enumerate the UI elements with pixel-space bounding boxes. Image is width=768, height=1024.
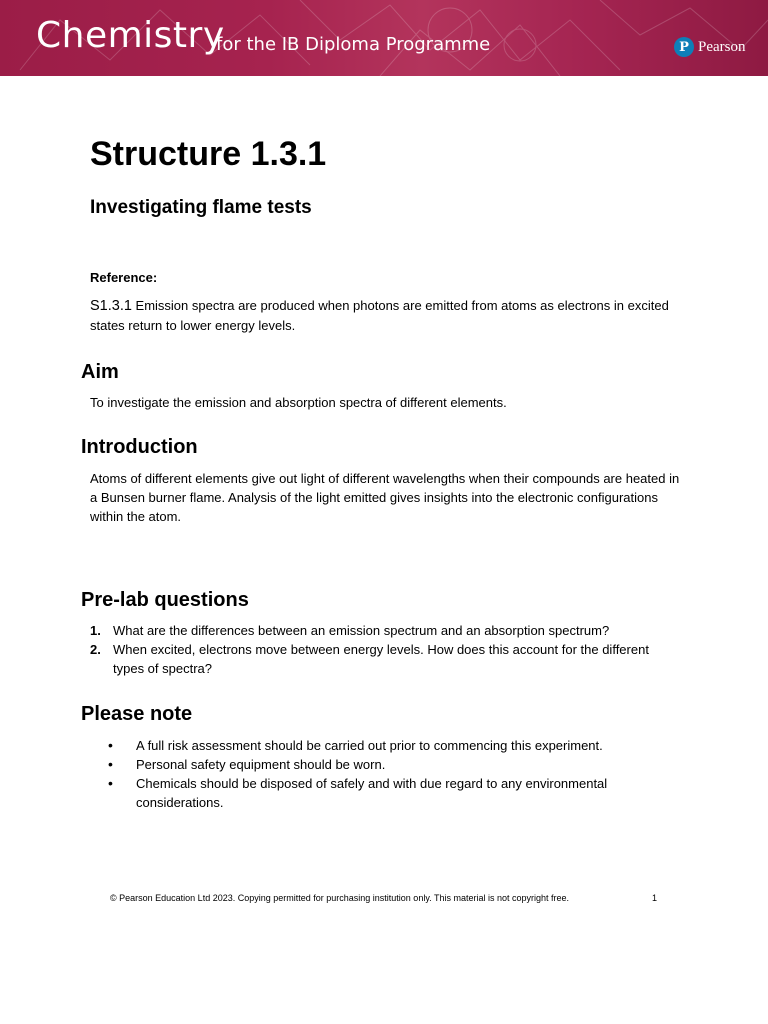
introduction-text: Atoms of different elements give out light of different wavelengths when their compounds are heated in a Bunsen burner flame. Analysis of the light emitted gives insights into the electronic configurations within the atom.	[90, 471, 680, 524]
page-subtitle: Investigating flame tests	[90, 197, 312, 218]
prelab-list	[90, 621, 680, 678]
aim-heading: Aim	[81, 361, 119, 383]
list-item	[108, 755, 668, 774]
list-item	[90, 640, 680, 678]
bullet-icon: •	[108, 775, 113, 791]
list-text: When excited, electrons move between energy levels. How does this account for the different types of spectra?	[113, 642, 649, 676]
list-number: 2.	[90, 642, 101, 657]
prelab-heading: Pre-lab questions	[81, 589, 249, 611]
note-list	[108, 736, 668, 812]
list-text: Personal safety equipment should be worn.	[136, 757, 386, 772]
pearson-logo-icon: P	[674, 37, 694, 57]
list-text: What are the differences between an emission spectrum and an absorption spectrum?	[113, 623, 610, 638]
reference-body	[90, 296, 680, 335]
aim-text: To investigate the emission and absorption spectra of different elements.	[90, 395, 507, 410]
note-heading: Please note	[81, 703, 193, 725]
pearson-logo-text: Pearson	[698, 38, 746, 55]
bullet-icon: •	[108, 756, 113, 772]
list-item	[90, 621, 680, 640]
pearson-logo	[674, 35, 746, 59]
header-banner	[0, 0, 768, 76]
page-title: Structure 1.3.1	[90, 135, 327, 173]
introduction-heading: Introduction	[81, 436, 198, 458]
reference-text: Emission spectra are produced when photons are emitted from atoms as electrons in excited states return to lower energy levels.	[90, 298, 669, 333]
reference-code: S1.3.1	[90, 298, 132, 314]
page-number: 1	[652, 893, 658, 903]
reference-label: Reference:	[90, 270, 158, 285]
list-number: 1.	[90, 623, 101, 638]
list-text: Chemicals should be disposed of safely and with due regard to any environmental considerations.	[136, 776, 608, 810]
bullet-icon: •	[108, 737, 113, 753]
footer-copyright: © Pearson Education Ltd 2023. Copying permitted for purchasing institution only. This material is not copyright free.	[110, 893, 570, 903]
list-item	[108, 774, 668, 812]
app-title: Chemistry	[36, 15, 225, 56]
list-text: A full risk assessment should be carried out prior to commencing this experiment.	[136, 738, 603, 753]
list-item	[108, 736, 668, 755]
app-subtitle: for the IB Diploma Programme	[216, 34, 491, 55]
